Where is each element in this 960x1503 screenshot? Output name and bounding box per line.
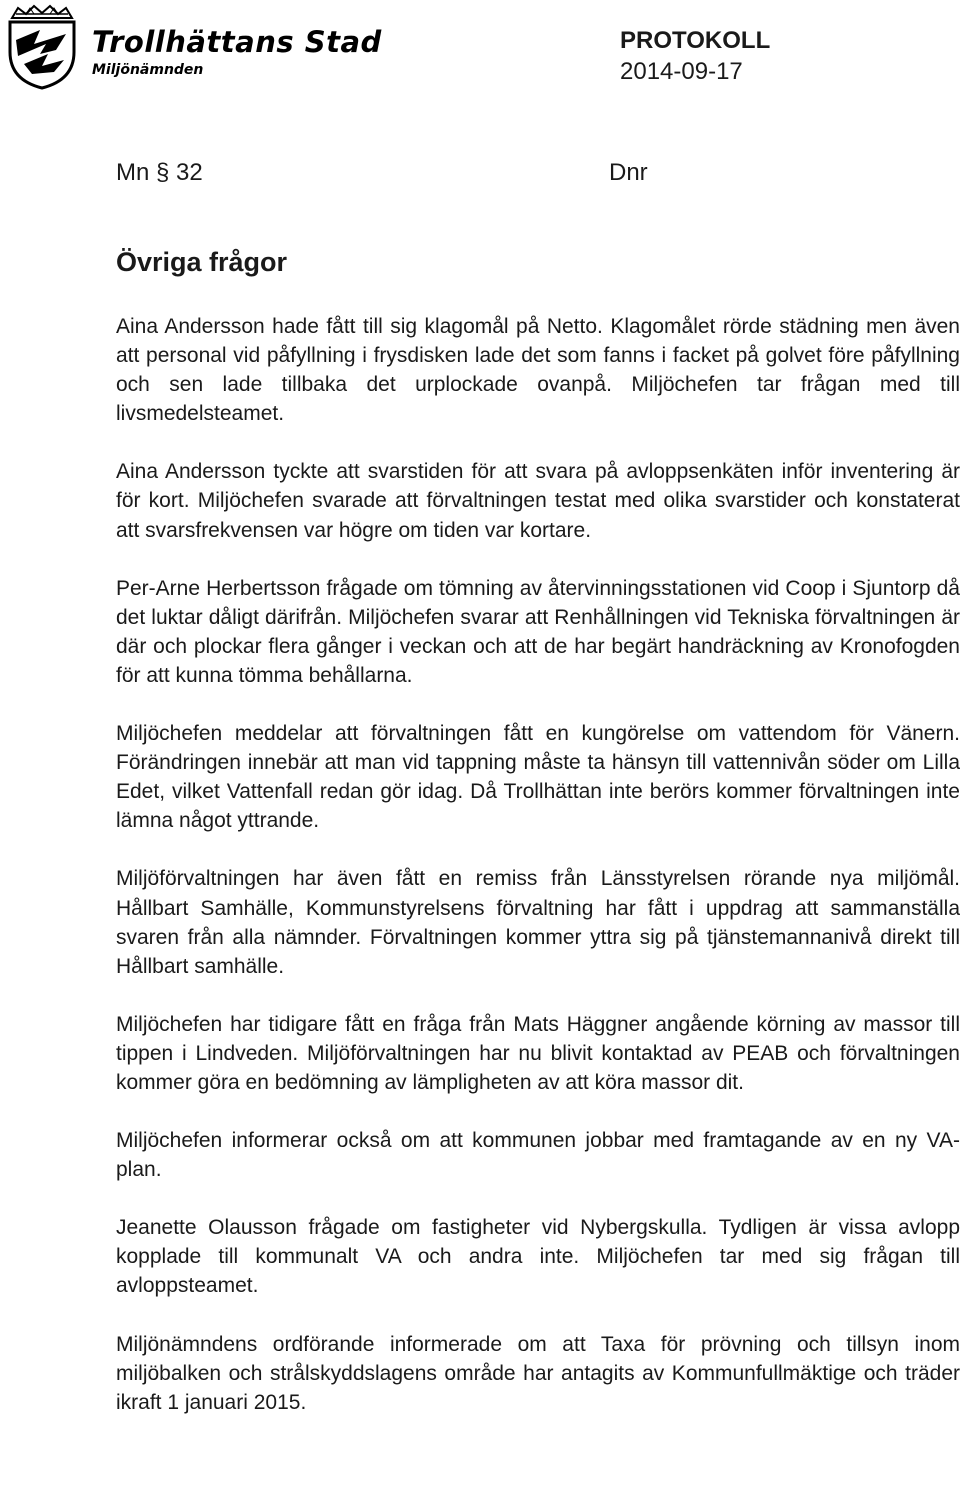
body-paragraph: Aina Andersson hade fått till sig klagomål på Netto. Klagomålet rörde städning men även att personal vid påfyllning i frysdisken lade det som fanns i facket på golvet före påfyllning och sen lade tillbaka det urplockade ovanpå. Miljöchefen tar frågan med till livsmedelsteamet. <box>116 315 960 426</box>
document-type: PROTOKOLL <box>620 27 771 54</box>
organization-block <box>92 24 382 80</box>
document-date: 2014-09-17 <box>620 58 743 85</box>
body-paragraph: Miljöchefen informerar också om att kommunen jobbar med framtagande av en ny VA-plan. <box>116 1129 960 1182</box>
body-paragraph: Jeanette Olausson frågade om fastigheter vid Nybergskulla. Tydligen är vissa avlopp kopplade till kommunalt VA och andra inte. Miljöchefen tar med sig frågan till avloppsteamet. <box>116 1216 960 1298</box>
body-paragraph: Per-Arne Herbertsson frågade om tömning av återvinningsstationen vid Coop i Sjuntorp då det luktar dåligt därifrån. Miljöchefen svarar att Renhållningen vid Tekniska förvaltningen är där och plockar flera gånger i veckan och att de har begärt handräckning av Kronofogden för att kunna tömma behållarna. <box>116 576 960 687</box>
diary-number-label: Dnr <box>609 159 648 186</box>
section-heading: Övriga frågor <box>116 247 288 277</box>
body-paragraph: Aina Andersson tyckte att svarstiden för att svara på avloppsenkäten inför inventering är för kort. Miljöchefen svarade att förvaltningen testat med olika svarstider och konstaterat att svarsfrekvensen var högre om tiden var kortare. <box>116 460 960 542</box>
body-paragraph: Miljöförvaltningen har även fått en remiss från Länsstyrelsen rörande nya miljömål. Hållbart Samhälle, Kommunstyrelsens förvaltning har fått i uppdrag att sammanställa svaren från alla nämnder. Förvaltningen kommer yttra sig på tjänstemannanivå direkt till Hållbart samhälle. <box>116 867 960 978</box>
committee-name: Miljönämnden <box>92 62 204 78</box>
body-paragraph: Miljönämndens ordförande informerade om att Taxa för prövning och tillsyn inom miljöbalken och strålskyddslagens område har antagits av Kommunfullmäktige och träder ikraft 1 januari 2015. <box>116 1332 960 1414</box>
protocol-body <box>116 312 960 1417</box>
body-paragraph: Miljöchefen meddelar att förvaltningen fått en kungörelse om vattendom för Vänern. Förändringen innebär att man vid tappning måste ta hänsyn till vattennivån söder om Lilla Edet, vilket Vattenfall redan gör idag. Då Trollhättan inte berörs kommer förvaltningen inte lämna något yttrande. <box>116 722 960 833</box>
municipal-coat-of-arms-icon <box>4 4 80 90</box>
body-paragraph: Miljöchefen har tidigare fått en fråga från Mats Häggner angående körning av massor till tippen i Lindveden. Miljöförvaltningen har nu blivit kontaktad av PEAB och förvaltningen kommer göra en bedömning av lämpligheten av att köra massor dit. <box>116 1012 960 1094</box>
organization-name: Trollhättans Stad <box>92 25 382 59</box>
document-meta <box>620 26 770 88</box>
paragraph-reference: Mn § 32 <box>116 159 203 186</box>
